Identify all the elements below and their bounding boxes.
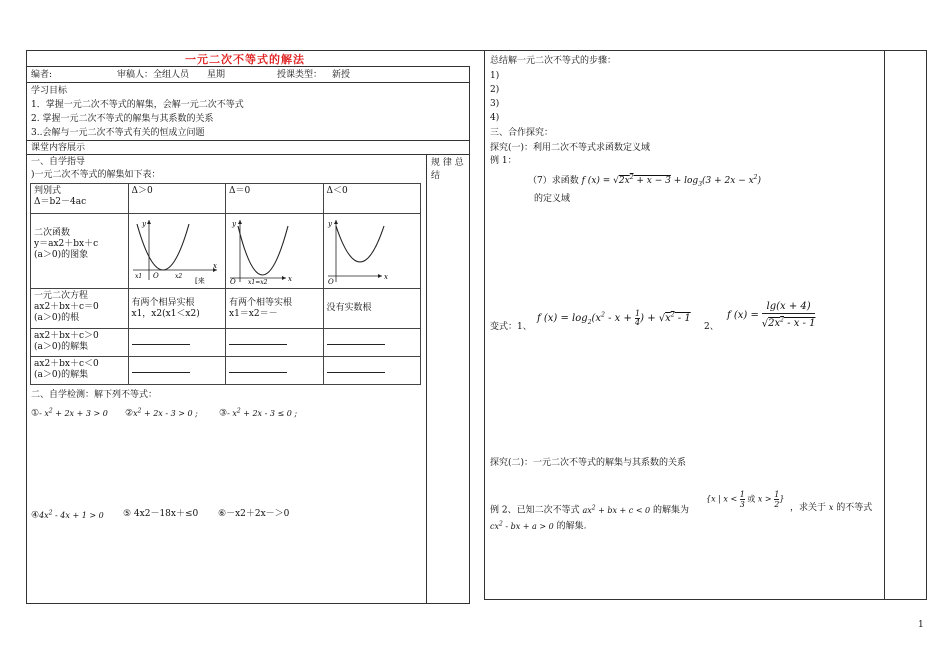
origin-label: O [230,278,236,284]
example-2-inequality: $ax^2$ + bx + c < 0 [582,504,651,515]
item-3-expression: - $x^2 + 2x - 3 \le 0$ ; [227,407,298,418]
example-2-line-1 [490,502,689,517]
self-check-item-3 [219,405,297,420]
roots-zero-line1: 有两个相等实根 [229,297,293,308]
row-lt-label [31,357,129,385]
row-graph-label-line1: 二次函数 [34,228,71,238]
objective-2: 2. 掌握一元二次不等式的解集与其系数的关系 [31,114,214,124]
header-rule [26,82,470,83]
example-2-text-b: 的解集为 [653,505,690,516]
x-axis-label: x [383,273,388,281]
origin-label: O [152,272,159,280]
example-2-text-e: 的不等式 [836,503,873,513]
rule-summary-divider [426,154,427,603]
item-4-number: ④ [31,510,40,521]
y-axis-label: y [141,220,146,228]
objective-1: 1．掌握一元二次不等式的解集，会解一元二次不等式 [31,100,244,110]
variant-2-label: 2、 [704,322,719,332]
self-check-heading: 二、自学检测：解下列不等式： [31,390,158,400]
row-graph-label-line3: (a＞0)的图象 [34,250,89,260]
row-lt-label-line1: ax2＋bx＋c＜0 [34,359,99,369]
example-2-text-f: 的解集. [556,521,587,532]
parabola-no-root-graph [324,214,420,284]
roots-zero-line2: x1＝x2＝－ [229,308,278,319]
roots-positive-line2: x1，x2(x1＜x2) [131,308,200,319]
variant-label: 变式：1、 [490,322,532,332]
roots-cell-zero [226,289,324,329]
source-mark: [来 [194,277,205,284]
new-lesson-label: 新授 [332,70,351,80]
right-panel-bottom-border [484,599,927,600]
question-7-prefix: （7）求函数 [528,176,579,186]
question-7-function: f $(x) = √2x^2 + x - 3 + \log_3(3 + 2x - x^2)$ [581,174,762,188]
row-gt-label [31,329,129,357]
discriminant-label: 判别式 [34,186,62,196]
x-axis-label: x [288,275,292,283]
inequality-solution-table [30,183,421,385]
self-check-item-2 [125,405,198,420]
top-rule [26,50,926,51]
step-4: 4) [490,113,500,123]
variant-2-function: f (x) = $\frac{\lg(x + 4)}{√2x^2 - x - 1}$ [727,301,816,330]
coop-heading: 三、合作探究： [490,128,554,138]
gt-blank-negative[interactable] [323,329,421,357]
self-study-heading: 一、自学指导 [31,157,86,167]
page-number: 1 [918,620,924,630]
step-1: 1) [490,71,500,81]
example-2-or: 或 [747,494,756,504]
example-2-line-2 [490,518,586,533]
example-2-target-inequality: $cx^2$ - bx + a > 0 [490,520,554,531]
reviewer-label: 审稿人：全组人员 [117,70,190,80]
row-gt-label-line2: (a＞0)的解集 [34,342,89,352]
example-2-text-a: 例 2、已知二次不等式 [490,505,580,516]
lt-blank-positive[interactable] [128,357,226,385]
lt-blank-zero[interactable] [226,357,324,385]
question-7 [528,172,761,190]
title-rule [26,66,470,67]
table-header-positive: Δ＞0 [128,184,226,214]
parabola-two-roots-graph [129,214,225,284]
parabola-one-root-graph [226,214,322,284]
table-header-discriminant [31,184,129,214]
gt-blank-zero[interactable] [226,329,324,357]
row-graph-label [31,214,129,289]
y-axis-label: y [327,220,332,228]
step-3: 3) [490,99,500,109]
objectives-rule [26,140,470,141]
graph-cell-negative [323,214,421,289]
right-panel-right-border [884,50,885,599]
x-axis-label: x [212,262,217,270]
example-2-text-d: ，求关于 [790,503,827,513]
domain-text: 的定义域 [534,194,571,204]
table-header-zero: Δ＝0 [226,184,324,214]
objectives-heading: 学习目标 [31,86,68,96]
item-3-number: ③ [219,408,228,419]
weekday-label: 星期 [207,70,226,80]
roots-negative-line1: 没有实数根 [326,303,372,313]
rule-summary-label: 规 律 总 结 [431,158,464,181]
y-axis-label: y [232,220,236,228]
row-roots-label [31,289,129,329]
row-roots-label-line3: (a＞0)的根 [34,313,80,323]
item-1-expression: - $x^2 + 2x + 3 > 0$ [39,407,108,418]
item-4-expression: $4x^2 - 4x + 1 > 0$ [39,509,104,520]
row-graph-label-line2: y＝ax2＋bx＋c [34,239,99,249]
discriminant-formula: Δ＝b2－4ac [34,197,87,207]
item-2-number: ② [125,408,134,419]
roots-cell-negative [323,289,421,329]
page-title: 一元二次不等式的解法 [185,53,305,66]
author-label: 编者: [31,70,53,80]
graph-cell-positive [128,214,226,289]
row-gt-label-line1: ax2＋bx＋c＞0 [34,331,99,341]
self-check-item-1 [31,405,108,420]
self-check-item-4 [31,507,104,522]
double-root-label: x1=x2 [248,279,268,284]
item-2-expression: $x^2 + 2x - 3 > 0$ ; [133,407,198,418]
self-check-item-6: ⑥－x2＋2x－＞0 [218,509,290,519]
step-2: 2) [490,85,500,95]
left-panel-bottom-border [26,603,470,604]
example-2-solution-set: {x | x < $\frac{1}{3}$ 或 x > $\frac{1}{2}$ } [706,490,785,509]
gt-blank-positive[interactable] [128,329,226,357]
explore-1-heading: 探究(一)：利用二次不等式求函数定义域 [490,143,651,153]
self-check-item-5: ⑤ 4x2－18x＋≤0 [123,509,199,519]
row-roots-label-line2: ax2＋bx＋c＝0 [34,302,99,312]
lt-blank-negative[interactable] [323,357,421,385]
roots-positive-line1: 有两个相异实根 [131,297,195,308]
root-x1-label: x1 [134,273,142,280]
right-panel-left-border [484,50,485,599]
graph-cell-zero [226,214,324,289]
root-x2-label: x2 [174,273,182,280]
summary-heading: 总结解一元二次不等式的步骤： [490,56,617,66]
example-2-tail [790,502,872,514]
class-display-label: 课堂内容展示 [31,143,86,153]
roots-cell-positive [128,289,226,329]
row-lt-label-line2: (a＞0)的解集 [34,370,89,380]
example-2-variable: x [828,503,834,512]
variant-1-function: f $(x) = \log_2(x^2 - x$ + $\frac{1}{4}$ ) + $√x^2 - 1$ [537,309,691,328]
class-display-rule [26,154,470,155]
explore-2-heading: 探究(二)：一元二次不等式的解集与其系数的关系 [490,458,687,468]
example-1-label: 例 1： [490,156,517,166]
self-study-intro: )一元二次不等式的解集如下表： [31,170,161,180]
item-1-number: ① [31,408,40,419]
origin-label: O [327,278,334,284]
lesson-type-label: 授课类型： [277,70,323,80]
objective-3: 3..会解与一元二次不等式有关的恒成立问题 [31,128,205,138]
outer-right-border [926,50,927,599]
left-panel-left-border [26,50,27,603]
row-roots-label-line1: 一元二次方程 [34,291,89,301]
left-panel-right-border [469,66,470,603]
table-header-negative: Δ＜0 [323,184,421,214]
